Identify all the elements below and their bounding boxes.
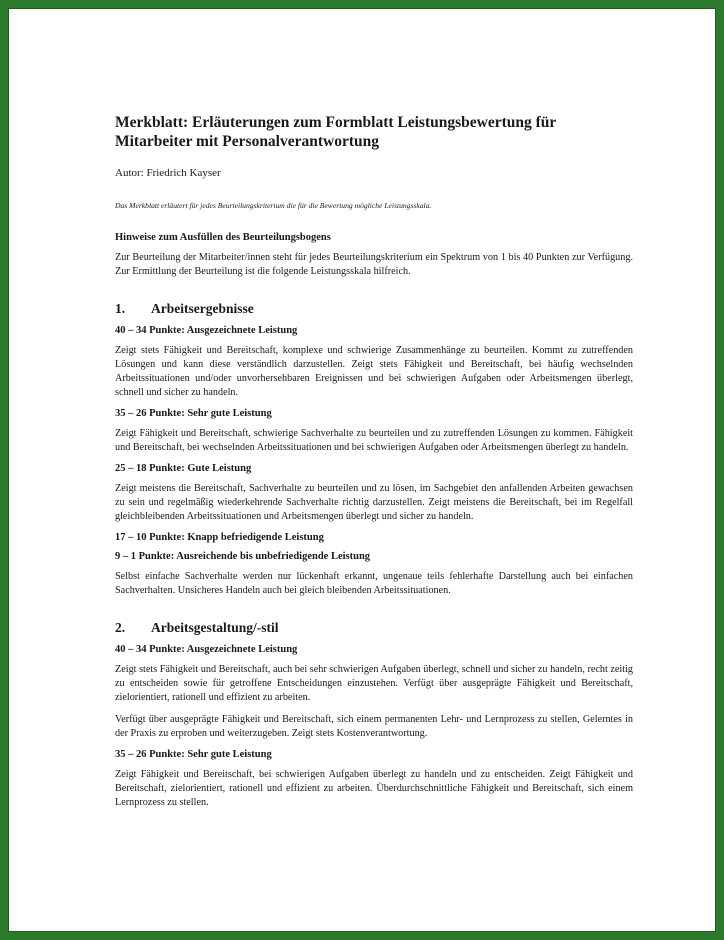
score-range-heading: 25 – 18 Punkte: Gute Leistung <box>115 463 252 474</box>
hints-text: Zur Beurteilung der Mitarbeiter/innen steht für jedes Beurteilungskriterium ein Spektrum von 1 bis 40 Punkten zur Verfügung. Zur Ermittlung der Beurteilung ist die folgende Leistungsskala hilfreich. <box>115 252 633 277</box>
score-range-heading: 17 – 10 Punkte: Knapp befriedigende Leistung <box>115 532 324 543</box>
section-title: Arbeitsergebnisse <box>151 301 254 316</box>
section-heading <box>115 620 633 636</box>
document-page <box>8 8 716 932</box>
section-title: Arbeitsgestaltung/-stil <box>151 620 279 635</box>
document-content <box>115 113 633 810</box>
score-description: Zeigt stets Fähigkeit und Bereitschaft, auch bei sehr schwierigen Aufgaben überlegt, schnell und sicher zu handeln, recht zeitig zu entscheiden sowie für getroffene Entscheidungen einzustehen. Verfügt über ausgeprägte Fähigkeit und Bereitschaft, zielorientiert, rationell und effizient zu arbeiten. <box>115 664 633 703</box>
score-description: Selbst einfache Sachverhalte werden nur lückenhaft erkannt, ungenaue teils fehlerhafte Darstellung auch bei einfachen Sachverhalten. Unsicheres Handeln auch bei gleich bleibenden Arbeitssituationen. <box>115 571 633 596</box>
score-range-heading: 35 – 26 Punkte: Sehr gute Leistung <box>115 408 272 419</box>
section-2 <box>115 620 633 810</box>
sections-container <box>115 301 633 810</box>
score-range-heading: 9 – 1 Punkte: Ausreichende bis unbefriedigende Leistung <box>115 551 371 562</box>
score-description: Zeigt Fähigkeit und Bereitschaft, schwierige Sachverhalte zu beurteilen und zu zutreffenden Lösungen zu kommen. Fähigkeit und Bereitschaft, bei wechselnden Arbeitssituationen und bei schwierigen Aufgaben oder Arbeitsmengen überlegt zu handeln. <box>115 428 633 453</box>
section-heading <box>115 301 633 317</box>
score-range-heading: 40 – 34 Punkte: Ausgezeichnete Leistung <box>115 644 298 655</box>
intro-note: Das Merkblatt erläutert für jedes Beurteilungskriterium die für die Bewertung mögliche Leistungsskala. <box>115 201 432 210</box>
section-number: 2. <box>115 620 126 635</box>
hints-heading: Hinweise zum Ausfüllen des Beurteilungsbogens <box>115 232 331 243</box>
score-range-heading: 40 – 34 Punkte: Ausgezeichnete Leistung <box>115 325 298 336</box>
document-title: Merkblatt: Erläuterungen zum Formblatt Leistungsbewertung für Mitarbeiter mit Personalverantwortung <box>115 114 557 150</box>
score-description: Zeigt stets Fähigkeit und Bereitschaft, komplexe und schwierige Zusammenhänge zu beurteilen. Kommt zu zutreffenden Lösungen und kann diese verständlich darzustellen. Zeigt stets Fähigkeit und Bereitschaft, bei häufig wechselnden Arbeitssituationen und/oder unvorhersehbaren Ereignissen und bei schwierigen Aufgaben oder Arbeitsmengen überlegt, schnell und sicher zu handeln. <box>115 345 633 398</box>
score-description: Verfügt über ausgeprägte Fähigkeit und Bereitschaft, sich einem permanenten Lehr- und Lernprozess zu stellen, Gelerntes in der Praxis zu erproben und weiterzugeben. Zeigt stets Kostenverantwortung. <box>115 714 633 739</box>
score-description: Zeigt meistens die Bereitschaft, Sachverhalte zu beurteilen und zu lösen, im Sachgebiet den anfallenden Arbeiten gewachsen zu sein und regelmäßig wiederkehrende Sachverhalte richtig darzustellen. Zeigt meistens die Bereitschaft, bei im Regelfall gleichbleibenden Arbeitssituationen und Arbeitsmengen überlegt und sicher zu handeln. <box>115 483 633 522</box>
section-number: 1. <box>115 301 126 316</box>
author-line: Autor: Friedrich Kayser <box>115 167 221 179</box>
score-range-heading: 35 – 26 Punkte: Sehr gute Leistung <box>115 749 272 760</box>
score-description: Zeigt Fähigkeit und Bereitschaft, bei schwierigen Aufgaben überlegt zu handeln und zu entscheiden. Zeigt Fähigkeit und Bereitschaft, zielorientiert, rationell und effizient zu arbeiten. Überdurchschnittliche Fähigkeit und Bereitschaft, sich einem Lernprozess zu stellen. <box>115 769 633 808</box>
section-1 <box>115 301 633 598</box>
